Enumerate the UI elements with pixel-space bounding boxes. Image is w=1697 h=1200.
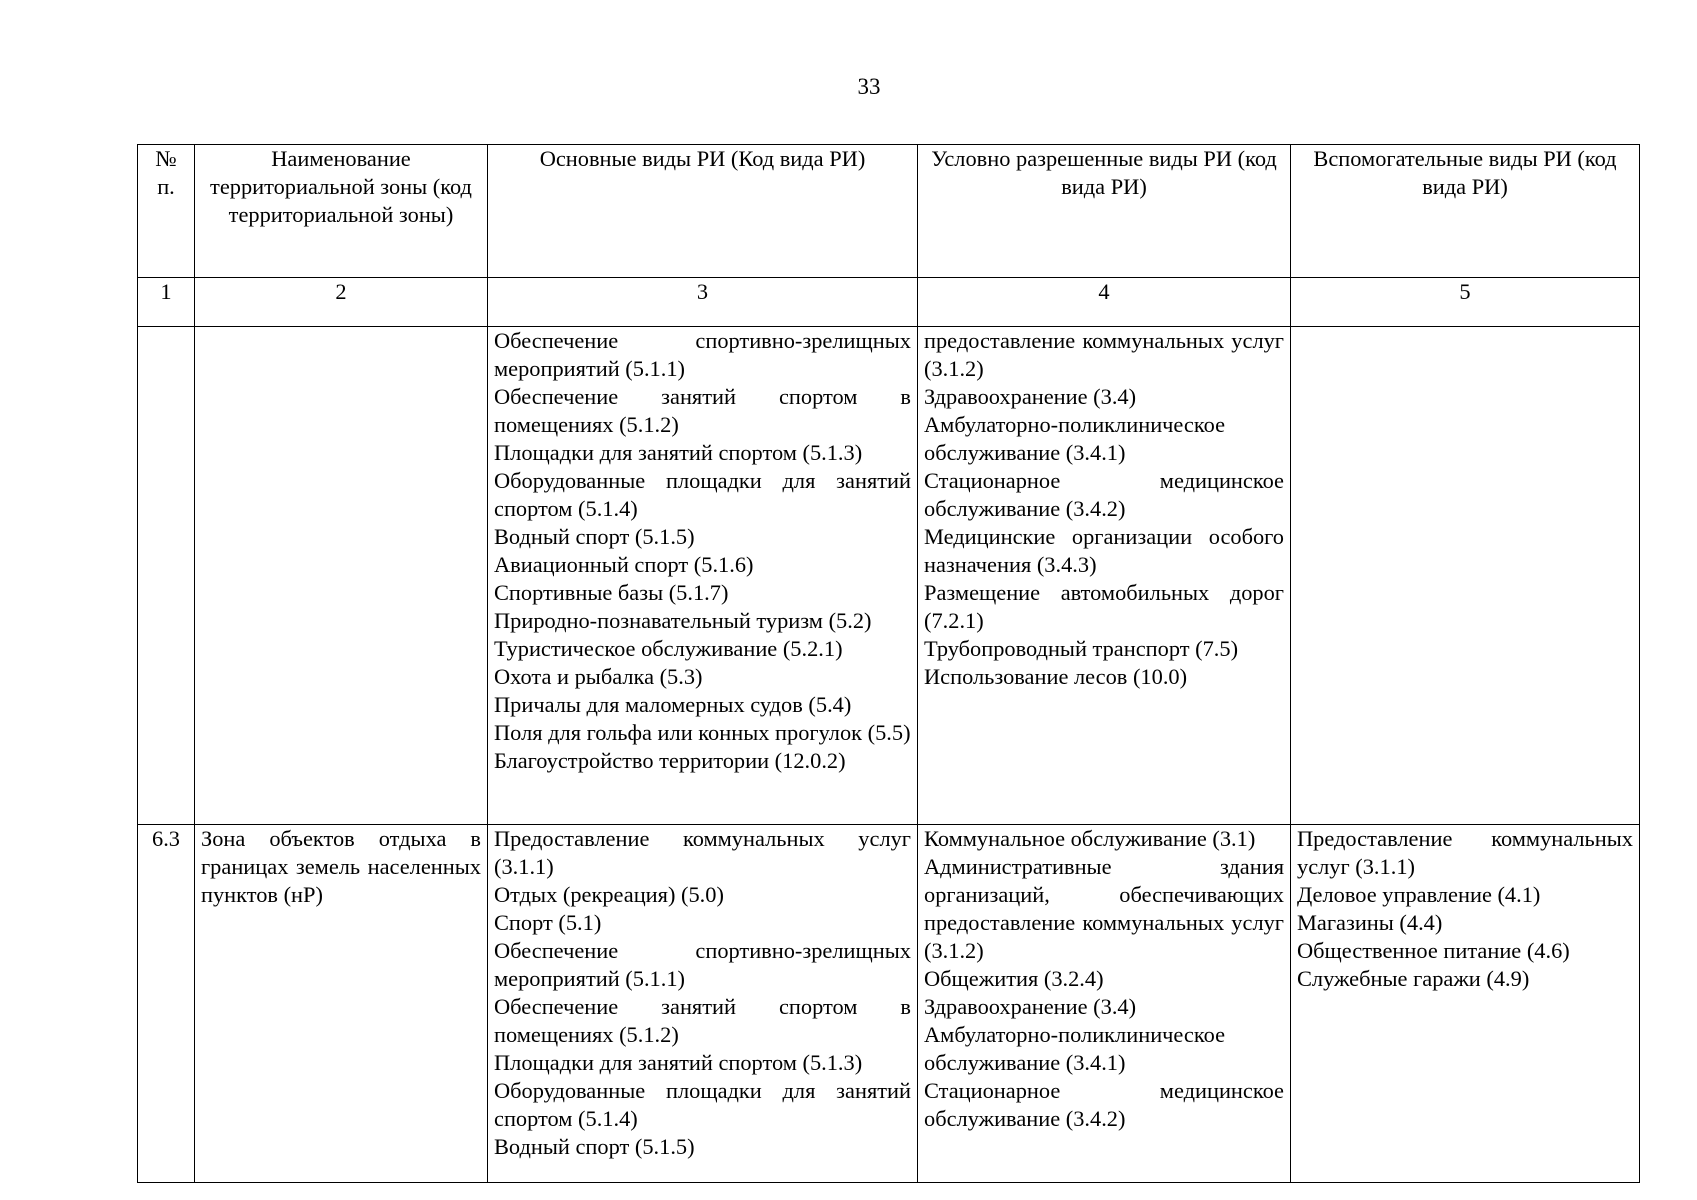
main-uses-cell <box>488 327 918 825</box>
use-entry: Обеспечение спортивно-зрелищных мероприятий (5.1.1) <box>494 328 911 381</box>
use-entry: Стационарное медицинское обслуживание (3.4.2) <box>924 468 1284 521</box>
use-entry: Поля для гольфа или конных прогулок (5.5) <box>494 720 911 745</box>
use-entry: Площадки для занятий спортом (5.1.3) <box>494 440 863 465</box>
use-entry: Амбулаторно-поликлиническое обслуживание (3.4.1) <box>924 1022 1226 1075</box>
page-number: 33 <box>857 74 881 99</box>
use-entry: Отдых (рекреация) (5.0) <box>494 882 724 907</box>
header-zone-name: Наименование территориальной зоны (код территориальной зоны) <box>195 145 488 278</box>
use-entry: предоставление коммунальных услуг (3.1.2) <box>924 328 1284 381</box>
column-number: 5 <box>1291 278 1640 327</box>
use-entry: Водный спорт (5.1.5) <box>494 1134 695 1159</box>
zoning-table <box>137 144 1640 1183</box>
use-entry: Административные здания организаций, обеспечивающих предоставление коммунальных услуг (3.1.2) <box>924 854 1284 963</box>
use-entry: Медицинские организации особого назначения (3.4.3) <box>924 524 1284 577</box>
column-number: 4 <box>918 278 1291 327</box>
column-number: 3 <box>488 278 918 327</box>
zone-name: Зона объектов отдыха в границах земель населенных пунктов (нР) <box>201 826 481 907</box>
row-number: 6.3 <box>138 825 195 1183</box>
use-entry: Причалы для маломерных судов (5.4) <box>494 692 852 717</box>
header-main-uses: Основные виды РИ (Код вида РИ) <box>488 145 918 278</box>
use-entry: Площадки для занятий спортом (5.1.3) <box>494 1050 863 1075</box>
column-number: 2 <box>195 278 488 327</box>
header-number: № п. <box>138 145 195 278</box>
use-entry: Амбулаторно-поликлиническое обслуживание (3.4.1) <box>924 412 1226 465</box>
zone-name-cell <box>195 825 488 1183</box>
use-entry: Обеспечение занятий спортом в помещениях (5.1.2) <box>494 384 911 437</box>
auxiliary-uses-cell <box>1291 825 1640 1183</box>
use-entry: Авиационный спорт (5.1.6) <box>494 552 754 577</box>
use-entry: Благоустройство территории (12.0.2) <box>494 748 846 773</box>
use-entry: Использование лесов (10.0) <box>924 664 1188 689</box>
use-entry: Здравоохранение (3.4) <box>924 994 1137 1019</box>
use-entry: Туристическое обслуживание (5.2.1) <box>494 636 843 661</box>
use-entry: Водный спорт (5.1.5) <box>494 524 695 549</box>
use-entry: Деловое управление (4.1) <box>1297 882 1541 907</box>
table-header-row <box>138 145 1640 278</box>
column-number: 1 <box>138 278 195 327</box>
use-entry: Общежития (3.2.4) <box>924 966 1104 991</box>
use-entry: Стационарное медицинское обслуживание (3.4.2) <box>924 1078 1284 1131</box>
use-entry: Предоставление коммунальных услуг (3.1.1) <box>494 826 911 879</box>
use-entry: Служебные гаражи (4.9) <box>1297 966 1530 991</box>
use-entry: Размещение автомобильных дорог (7.2.1) <box>924 580 1284 633</box>
use-entry: Здравоохранение (3.4) <box>924 384 1137 409</box>
use-entry: Охота и рыбалка (5.3) <box>494 664 703 689</box>
use-entry: Обеспечение спортивно-зрелищных мероприятий (5.1.1) <box>494 938 911 991</box>
conditional-uses-cell <box>918 327 1291 825</box>
use-entry: Обеспечение занятий спортом в помещениях (5.1.2) <box>494 994 911 1047</box>
conditional-uses-cell <box>918 825 1291 1183</box>
use-entry: Оборудованные площадки для занятий спортом (5.1.4) <box>494 1078 911 1131</box>
use-entry: Спорт (5.1) <box>494 910 602 935</box>
use-entry: Трубопроводный транспорт (7.5) <box>924 636 1239 661</box>
table-row <box>138 327 1640 825</box>
use-entry: Природно-познавательный туризм (5.2) <box>494 608 872 633</box>
use-entry: Общественное питание (4.6) <box>1297 938 1570 963</box>
auxiliary-uses-cell <box>1291 327 1640 825</box>
column-number-row <box>138 278 1640 327</box>
main-uses-cell <box>488 825 918 1183</box>
use-entry: Оборудованные площадки для занятий спортом (5.1.4) <box>494 468 911 521</box>
table-row <box>138 825 1640 1183</box>
use-entry: Коммунальное обслуживание (3.1) <box>924 826 1256 851</box>
row-number <box>138 327 195 825</box>
use-entry: Спортивные базы (5.1.7) <box>494 580 729 605</box>
zone-name-cell <box>195 327 488 825</box>
header-conditional-uses: Условно разрешенные виды РИ (код вида РИ) <box>918 145 1291 278</box>
use-entry: Предоставление коммунальных услуг (3.1.1) <box>1297 826 1633 879</box>
use-entry: Магазины (4.4) <box>1297 910 1443 935</box>
header-auxiliary-uses: Вспомогательные виды РИ (код вида РИ) <box>1291 145 1640 278</box>
